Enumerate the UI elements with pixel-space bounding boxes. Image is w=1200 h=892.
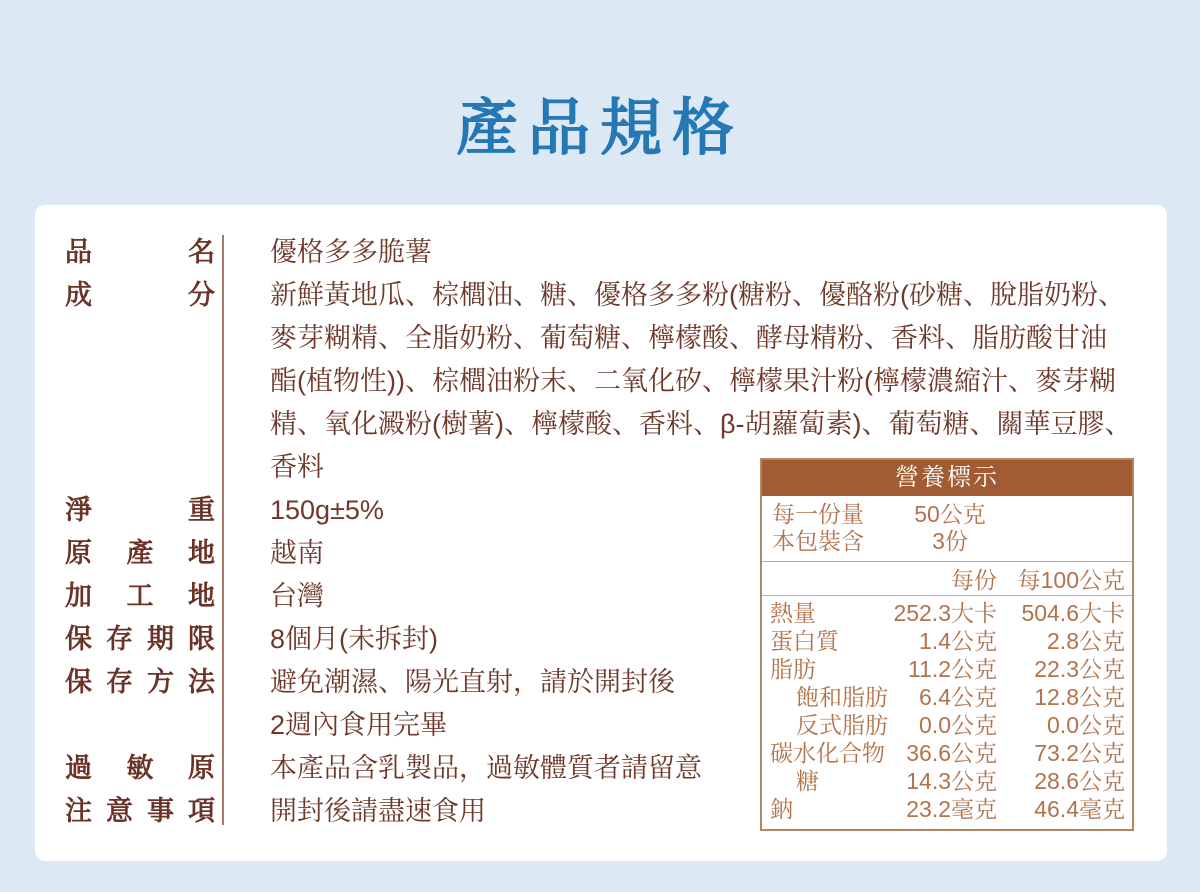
nutrient-per-100g: 46.4毫克: [1034, 796, 1125, 822]
spec-row-label: 保存方法: [65, 667, 215, 697]
page-title: 產品規格: [455, 94, 744, 163]
nutrient-per-serving: 252.3大卡: [893, 600, 997, 626]
spec-row-label: 原產地: [65, 538, 215, 568]
spec-row-label: 保存期限: [65, 624, 215, 654]
nutrient-name: 反式脂肪: [796, 712, 888, 738]
nutrient-name: 熱量: [770, 600, 816, 626]
nutrient-name: 脂肪: [770, 656, 816, 682]
servings-label: 本包裝含: [772, 528, 864, 554]
nutrition-row: [770, 767, 1125, 795]
spec-value-line: 麥芽糊精、全脂奶粉、葡萄糖、檸檬酸、酵母精粉、香料、脂肪酸甘油: [270, 323, 1107, 353]
nutrition-row: [770, 711, 1125, 739]
nutrition-rows: [762, 596, 1132, 829]
spec-value-line: 香料: [270, 452, 324, 482]
nutrition-row: [770, 739, 1125, 767]
nutrient-per-serving: 14.3公克: [906, 768, 997, 794]
nutrient-per-serving: 11.2公克: [907, 656, 997, 682]
spec-value-line: 本產品含乳製品，過敏體質者請留意: [270, 753, 702, 783]
nutrient-name: 鈉: [770, 796, 793, 822]
spec-row: [65, 274, 1140, 489]
spec-value-line: 150g±5%: [270, 495, 384, 525]
nutrition-row: [770, 655, 1125, 683]
spec-card: [35, 205, 1167, 861]
servings-value: 3份: [932, 528, 968, 554]
nutrient-per-serving: 0.0公克: [919, 712, 997, 738]
nutrient-name: 碳水化合物: [770, 740, 885, 766]
nutrient-name: 蛋白質: [770, 628, 839, 654]
nutrient-per-serving: 23.2毫克: [906, 796, 997, 822]
spec-row-label: 品名: [65, 237, 215, 267]
spec-row-label: 加工地: [65, 581, 215, 611]
col-per-serving: 每份: [951, 567, 997, 593]
nutrient-per-100g: 22.3公克: [1034, 656, 1125, 682]
nutrient-per-100g: 2.8公克: [1047, 628, 1125, 654]
spec-row: [65, 231, 1140, 274]
nutrient-per-100g: 0.0公克: [1047, 712, 1125, 738]
spec-value-line: 2週內食用完畢: [270, 710, 448, 740]
serving-size-value: 50公克: [914, 501, 986, 527]
nutrient-per-100g: 504.6大卡: [1021, 600, 1125, 626]
nutrient-per-100g: 73.2公克: [1034, 740, 1125, 766]
spec-value-line: 避免潮濕、陽光直射，請於開封後: [270, 667, 675, 697]
nutrient-per-serving: 6.4公克: [919, 684, 997, 710]
nutrition-row: [770, 627, 1125, 655]
spec-value-line: 越南: [270, 538, 324, 568]
nutrient-name: 飽和脂肪: [796, 684, 888, 710]
spec-value-line: 精、氧化澱粉(樹薯)、檸檬酸、香料、β-胡蘿蔔素)、葡萄糖、關華豆膠、: [270, 409, 1132, 439]
nutrition-title: 營養標示: [762, 460, 1132, 496]
spec-row-label: 淨重: [65, 495, 215, 525]
spec-row-label: 成分: [65, 280, 215, 310]
spec-value-line: 優格多多脆薯: [270, 237, 432, 267]
spec-row-label: 過敏原: [65, 753, 215, 783]
nutrition-column-headers: [762, 562, 1132, 596]
nutrition-row: [770, 683, 1125, 711]
col-per-100g: 每100公克: [1017, 567, 1125, 593]
nutrient-per-serving: 36.6公克: [906, 740, 997, 766]
nutrient-per-100g: 12.8公克: [1034, 684, 1125, 710]
nutrient-name: 糖: [796, 768, 819, 794]
spec-value-line: 酯(植物性))、棕櫚油粉末、二氧化矽、檸檬果汁粉(檸檬濃縮汁、麥芽糊: [270, 366, 1116, 396]
nutrition-table: [760, 458, 1134, 831]
spec-value-line: 新鮮黃地瓜、棕櫚油、糖、優格多多粉(糖粉、優酪粉(砂糖、脫脂奶粉、: [270, 280, 1125, 310]
spec-row-label: 注意事項: [65, 796, 215, 826]
serving-size-label: 每一份量: [772, 501, 864, 527]
spec-value-line: 8個月(未拆封): [270, 624, 438, 654]
nutrient-per-100g: 28.6公克: [1034, 768, 1125, 794]
spec-row-value: [270, 231, 1140, 274]
spec-value-line: 開封後請盡速食用: [270, 796, 486, 826]
nutrition-row: [770, 599, 1125, 627]
spec-row-value: [270, 274, 1140, 489]
nutrient-per-serving: 1.4公克: [919, 628, 997, 654]
spec-value-line: 台灣: [270, 581, 324, 611]
nutrition-row: [770, 795, 1125, 823]
nutrition-serving-info: [762, 496, 1132, 562]
